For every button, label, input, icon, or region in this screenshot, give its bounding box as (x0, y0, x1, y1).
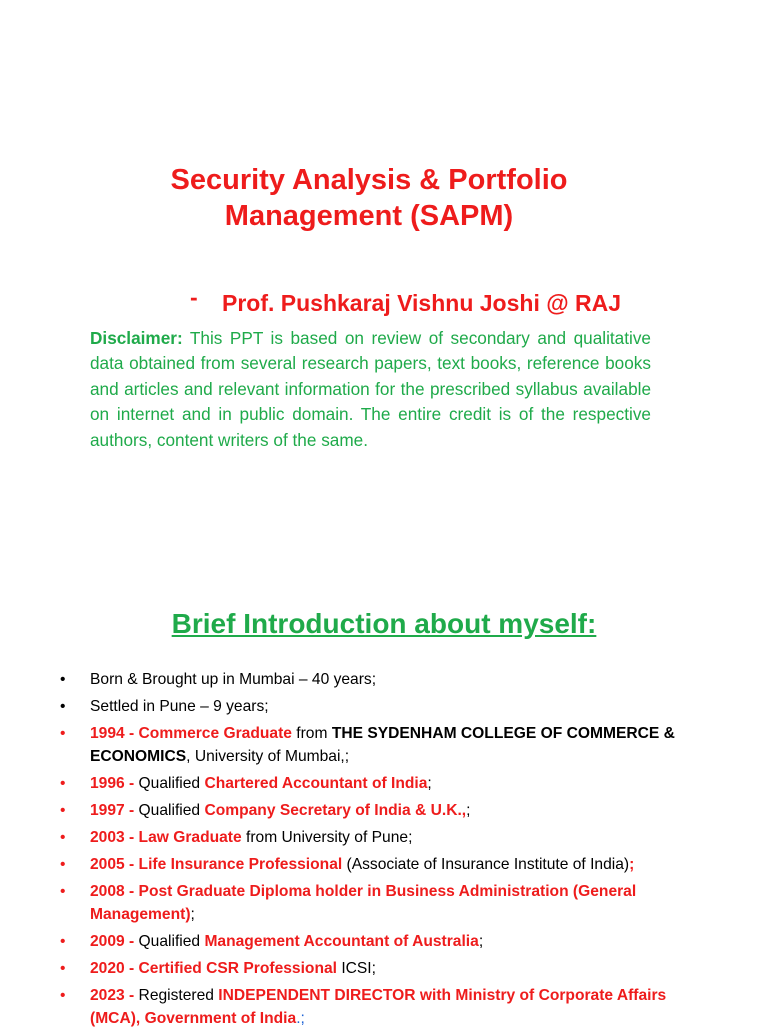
bio-list-item (60, 957, 720, 980)
bio-text-segment: 2005 - Life Insurance Professional (90, 856, 343, 873)
bio-text-segment: Company Secretary of India & U.K., (204, 802, 467, 819)
bio-text-segment: from (291, 725, 332, 742)
bio-text-segment: 2003 - Law Graduate (90, 829, 242, 846)
bullet-icon: • (60, 960, 66, 977)
bullet-icon: • (60, 671, 66, 688)
bio-list-item (60, 695, 720, 718)
title-line-2: Management (SAPM) (224, 200, 514, 232)
bio-text-segment: ; (629, 856, 635, 873)
bio-text-segment: Born & Brought up in Mumbai – 40 years; (90, 671, 377, 688)
bio-list (60, 668, 720, 1034)
author-line (190, 284, 622, 317)
bullet-icon: • (60, 987, 66, 1004)
bio-list-item (60, 853, 720, 876)
bio-text-segment: Qualified (134, 775, 205, 792)
bio-text-segment: Settled in Pune – 9 years; (90, 698, 269, 715)
bio-list-item (60, 930, 720, 953)
bullet-icon: • (60, 698, 66, 715)
bio-text-segment: , University of Mumbai,; (186, 748, 350, 765)
bullet-icon: • (60, 802, 66, 819)
bio-list-item (60, 880, 720, 926)
bio-text-segment: from University of Pune; (241, 829, 413, 846)
bio-text-segment: Management Accountant of Australia (204, 933, 479, 950)
bullet-icon: • (60, 933, 66, 950)
bio-list-item (60, 772, 720, 795)
disclaimer (90, 326, 651, 453)
bio-text-segment: ; (466, 802, 471, 819)
bio-text-segment: ICSI; (336, 960, 376, 977)
bio-list-item (60, 799, 720, 822)
bio-text-segment: ; (190, 906, 195, 923)
bio-text-segment: 2023 - (90, 987, 135, 1004)
bio-list-item (60, 722, 720, 768)
bullet-icon: • (60, 725, 66, 742)
bullet-icon: • (60, 856, 66, 873)
bio-list-item (60, 826, 720, 849)
disclaimer-text: This PPT is based on review of secondary and qualitative data obtained from several research papers, text books, reference books and articles and relevant information for the prescribed syllabus available on internet and in public domain. The entire credit is of the respective authors, content writers of the same. (90, 328, 651, 450)
bio-text-segment: ; (427, 775, 432, 792)
bio-text-segment: Qualified (134, 933, 205, 950)
bio-text-segment: INDEPENDENT DIRECTOR with Ministry of Corporate Affairs (MCA), Government of India (90, 987, 667, 1027)
bio-list-item (60, 984, 720, 1030)
bio-text-segment: (Associate of Insurance Institute of India) (342, 856, 630, 873)
intro-heading: Brief Introduction about myself: (171, 608, 597, 639)
bio-text-segment: 1994 - Commerce Graduate (90, 725, 292, 742)
bio-text-segment: 2020 - Certified CSR Professional (90, 960, 337, 977)
bio-text-segment: 1997 - (90, 802, 135, 819)
bio-text-segment: .; (296, 1010, 305, 1027)
bullet-icon: • (60, 775, 66, 792)
author-name: Prof. Pushkaraj Vishnu Joshi @ RAJ (222, 290, 622, 316)
bio-text-segment: Registered (134, 987, 219, 1004)
author-dash: - (190, 284, 198, 310)
bio-list-item (60, 668, 720, 691)
bullet-icon: • (60, 829, 66, 846)
bio-text-segment: 1996 - (90, 775, 135, 792)
bio-text-segment: ; (478, 933, 484, 950)
bio-text-segment: 2008 - Post Graduate Diploma holder in Business Administration (General Management) (90, 883, 637, 923)
title-line-1: Security Analysis & Portfolio (170, 164, 568, 196)
bio-text-segment: 2009 - (90, 933, 135, 950)
bio-text-segment: Qualified (134, 802, 205, 819)
slide-title (0, 162, 738, 234)
bullet-icon: • (60, 883, 66, 900)
bio-text-segment: Chartered Accountant of India (204, 775, 428, 792)
bio-text-segment: THE SYDENHAM COLLEGE OF COMMERCE & ECONOMICS (90, 725, 675, 765)
disclaimer-label: Disclaimer: (90, 328, 183, 348)
